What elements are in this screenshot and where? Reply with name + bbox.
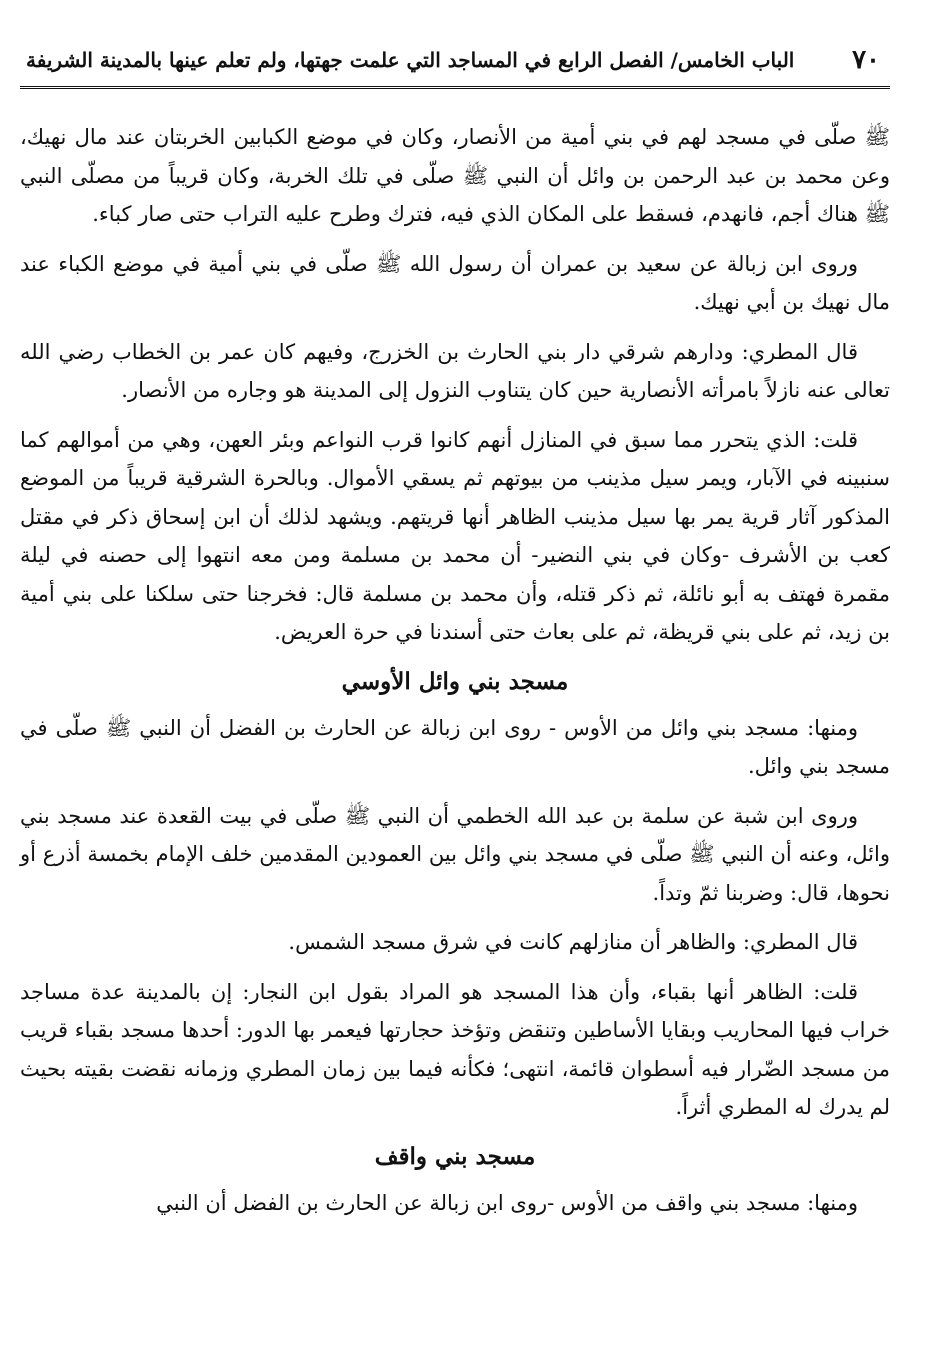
header-divider (20, 86, 890, 89)
body-text (20, 118, 890, 1233)
paragraph: ومنها: مسجد بني واقف من الأوس -روى ابن زبالة عن الحارث بن الفضل أن النبي (156, 1190, 858, 1215)
book-page (20, 0, 890, 1363)
paragraph: وروى ابن شبة عن سلمة بن عبد الله الخطمي أن النبي ﷺ صلّى في بيت القعدة عند مسجد بني وائل، وعنه أن النبي ﷺ صلّى في مسجد بني وائل بين العمودين المقدمين خلف الإمام بخمسة أذرع أو نحوها، قال: وضربنا ثمّ وتداً. (20, 803, 890, 905)
paragraph: قال المطري: والظاهر أن منازلهم كانت في شرق مسجد الشمس. (288, 930, 858, 954)
header-title: الباب الخامس/ الفصل الرابع في المساجد التي علمت جهتها، ولم تعلم عينها بالمدينة الشريفة (26, 48, 795, 72)
paragraph: ﷺ صلّى في مسجد لهم في بني أمية من الأنصار، وكان في موضع الكبابين الخربتان عند مال نهيك، وعن محمد بن عبد الرحمن بن وائل أن النبي ﷺ صلّى في تلك الخربة، وكان قريباً من مصلّى النبي ﷺ هناك أجم، فانهدم، فسقط على المكان الذي فيه، فترك وطرح عليه التراب حتى صار كباء. (20, 125, 890, 226)
running-header (20, 40, 890, 80)
section-heading: مسجد بني واقف (374, 1142, 536, 1170)
section-heading: مسجد بني وائل الأوسي (341, 667, 569, 695)
paragraph: قال المطري: ودارهم شرقي دار بني الحارث بن الخزرج، وفيهم كان عمر بن الخطاب رضي الله تعالى عنه نازلاً بامرأته الأنصارية حين كان يتناوب النزول إلى المدينة هو وجاره من الأنصار. (20, 339, 890, 402)
paragraph: قلت: الظاهر أنها بقباء، وأن هذا المسجد هو المراد بقول ابن النجار: إن بالمدينة عدة مساجد خراب فيها المحاريب وبقايا الأساطين وتنقض وتؤخذ حجارتها فيعمر بها الدور: أحدها مسجد بقباء قريب من مسجد الضّرار فيه أسطوان قائمة، انتهى؛ فكأنه فيما بين زمان المطري وزمانه نقضت بقيته بحيث لم يدرك له المطري أثراً. (20, 979, 890, 1119)
paragraph: وروى ابن زبالة عن سعيد بن عمران أن رسول الله ﷺ صلّى في بني أمية في موضع الكباء عند مال نهيك بن أبي نهيك. (20, 251, 890, 314)
paragraph: ومنها: مسجد بني وائل من الأوس - روى ابن زبالة عن الحارث بن الفضل أن النبي ﷺ صلّى في مسجد بني وائل. (20, 715, 890, 778)
paragraph: قلت: الذي يتحرر مما سبق في المنازل أنهم كانوا قرب النواعم وبئر العهن، وهي من أموالهم كما سنبينه في الآبار، ويمر سيل مذينب من بيوتهم ثم يسقي الأموال. وبالحرة الشرقية قريباً من الموضع المذكور آثار قرية يمر بها سيل مذينب الظاهر أنها قريتهم. ويشهد لذلك أن ابن إسحاق ذكر في مقتل كعب بن الأشرف -وكان في بني النضير- أن محمد بن مسلمة ومن معه انتهوا إلى حصنه في ليلة مقمرة فهتف به أبو نائلة، ثم ذكر قتله، وأن محمد بن مسلمة قال: فخرجنا حتى سلكنا على بني أمية بن زيد، ثم على بني قريظة، ثم على بعاث حتى أسندنا في حرة العريض. (20, 427, 890, 644)
page-number: ٧٠ (852, 45, 880, 75)
